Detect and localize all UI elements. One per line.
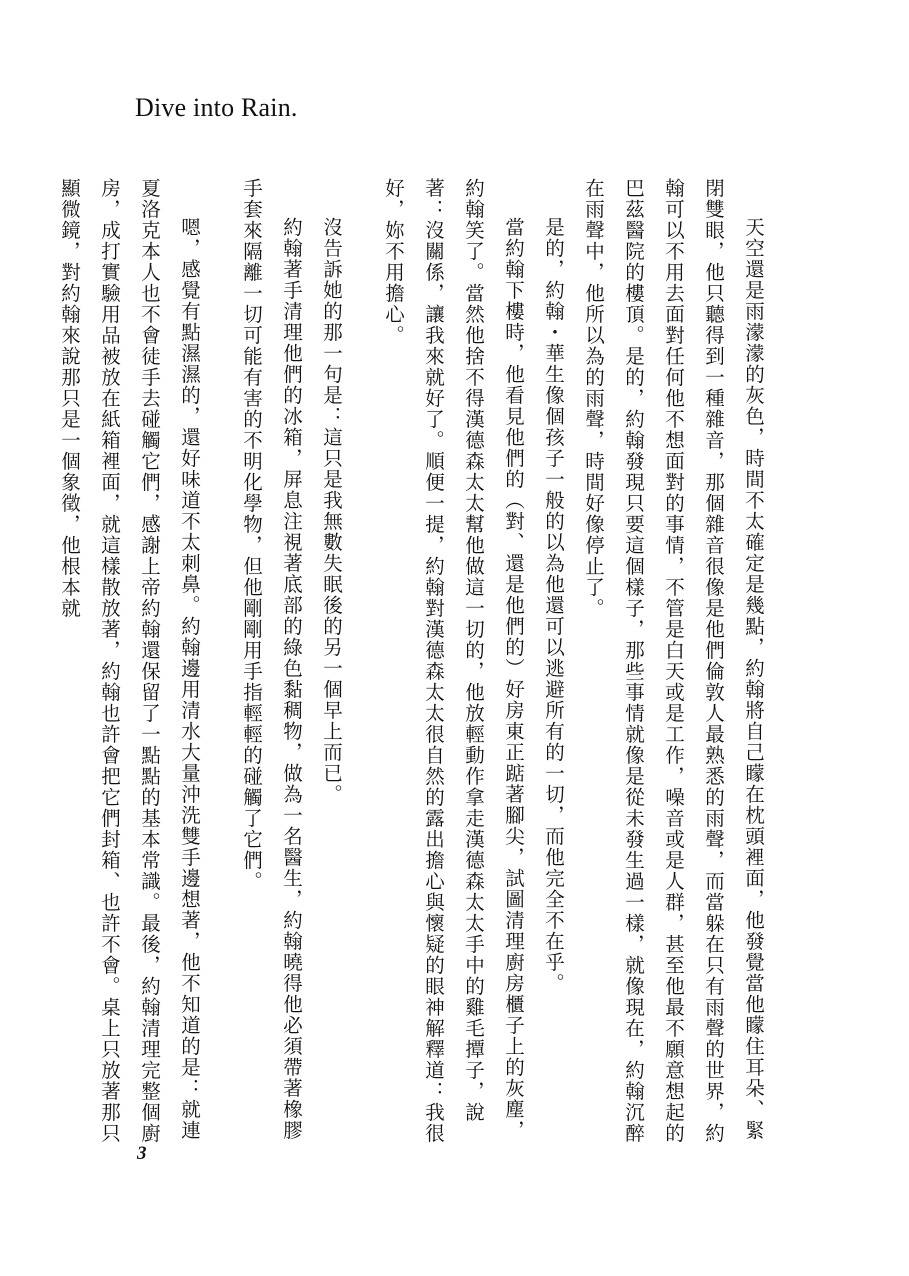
page-header-title: Dive into Rain. [135,93,298,122]
paragraph-4: 沒告訴她的那一句是：這只是我無數失眠後的另一個早上而已。 [320,217,343,805]
paragraph-2: 是的，約翰・華生像個孩子一般的以為他還可以逃避所有的一切，而他完全不在乎。 [542,217,565,994]
paragraph-6: 嗯，感覺有點濕濕的，還好味道不太刺鼻。約翰邊用清水大量沖洗雙手邊想著，他不知道的是：就連夏洛克本人也不會徒手去碰觸它們，感謝上帝約翰還保留了一點點的基本常識。最後，約翰清理完整個廚房，成打實驗用品被放在紙箱裡面，就這樣散放著，約翰也許會把它們封箱、也許不會。桌上只放著那只顯微鏡，對約翰來說那只是一個象徵，他根本就 [58,178,201,1144]
paragraph-1: 天空還是雨濛濛的灰色，時間不太確定是幾點，約翰將自己矇在枕頭裡面，他發覺當他矇住耳朵、緊閉雙眼，他只聽得到一種雜音，那個雜音很像是他們倫敦人最熟悉的雨聲，而當躲在只有雨聲的世界，約翰可以不用去面對任何他不想面對的事情，不管是白天或是工作，噪音或是人群，甚至他最不願意想起的巴茲醫院的樓頂。是的，約翰發現只要這個樣子，那些事情就像是從未發生過一樣，就像現在，約翰沉醉在雨聲中，他所以為的雨聲，時間好像停止了。 [582,178,765,1144]
paragraph-5: 約翰著手清理他們的冰箱，屏息注視著底部的綠色黏稠物，做為一名醫生，約翰曉得他必須帶著橡膠手套來隔離一切可能有害的不明化學物，但他剛剛用手指輕輕的碰觸了它們。 [240,178,303,1141]
page-number: 3 [137,1143,147,1164]
paragraph-3: 當約翰下樓時，他看見他們的（對、還是他們的）好房東正踮著腳尖，試圖清理廚房櫃子上的灰塵，約翰笑了。當然他捨不得漢德森太太幫他做這一切的，他放輕動作拿走漢德森太太手中的雞毛撢子，說著：沒關係，讓我來就好了。順便一提，約翰對漢德森太太很自然的露出擔心與懷疑的眼神解釋道：我很好，妳不用擔心。 [382,178,525,1144]
vertical-body-text [58,178,773,1148]
